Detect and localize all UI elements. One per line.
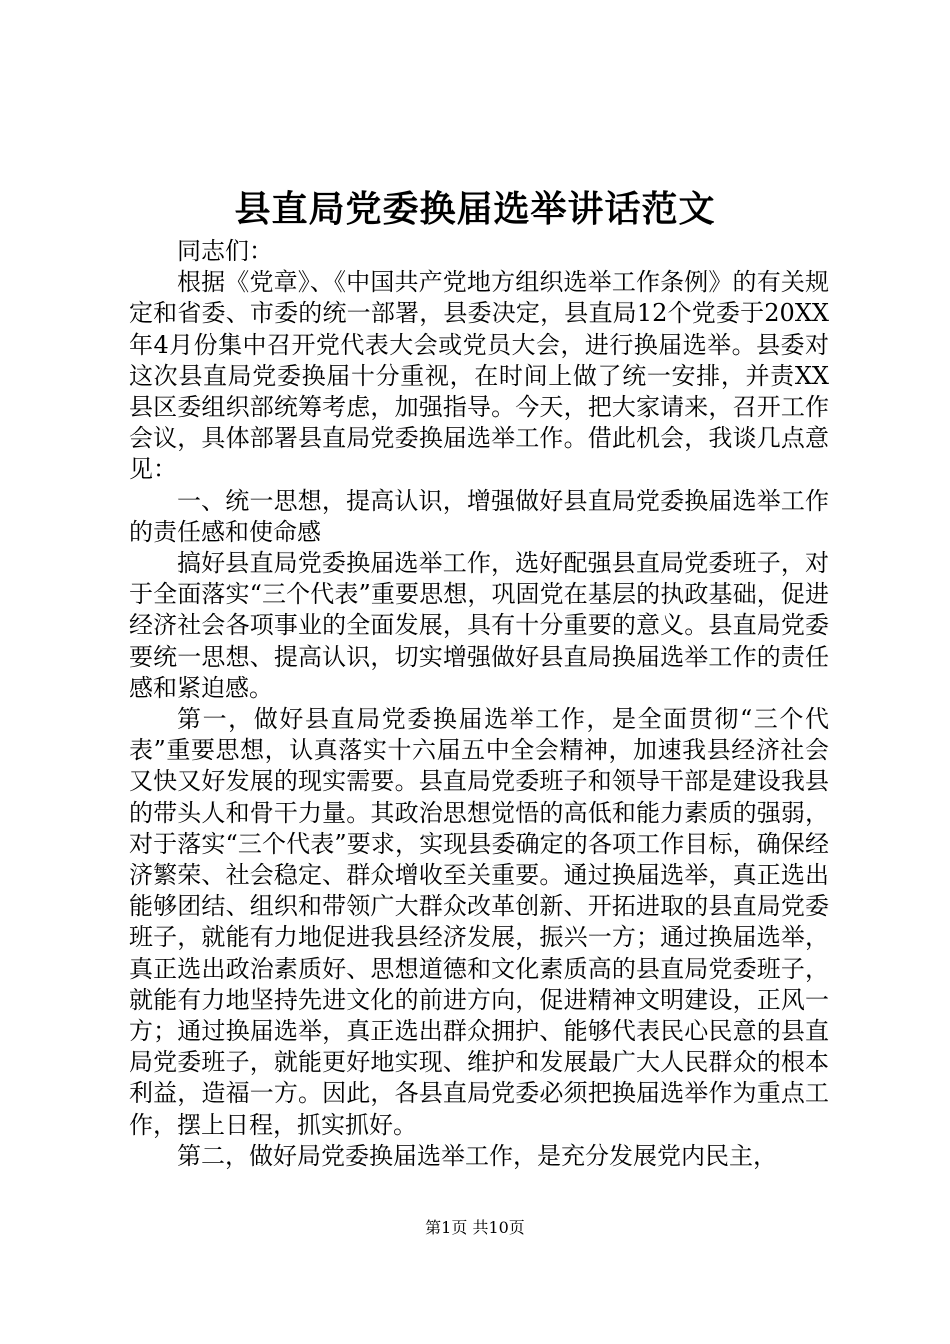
body-paragraph: 搞好县直局党委换届选举工作，选好配强县直局党委班子，对于全面落实“三个代表”重要思想，巩固党在基层的执政基础，促进经济社会各项事业的全面发展，具有十分重要的意义。县直局党委要统一思想、提高认识，切实增强做好县直局换届选举工作的责任感和紧迫感。 <box>129 549 829 702</box>
body-paragraph: 第一，做好县直局党委换届选举工作，是全面贯彻“三个代表”重要思想，认真落实十六届五中全会精神，加速我县经济社会又快又好发展的现实需要。县直局党委班子和领导干部是建设我县的带头人和骨干力量。其政治思想觉悟的高低和能力素质的强弱，对于落实“三个代表”要求，实现县委确定的各项工作目标，确保经济繁荣、社会稳定、群众增收至关重要。通过换届选举，真正选出能够团结、组织和带领广大群众改革创新、开拓进取的县直局党委班子，就能有力地促进我县经济发展，振兴一方；通过换届选举，真正选出政治素质好、思想道德和文化素质高的县直局党委班子，就能有力地坚持先进文化的前进方向，促进精神文明建设，正风一方；通过换届选举，真正选出群众拥护、能够代表民心民意的县直局党委班子，就能更好地实现、维护和发展最广大人民群众的根本利益，造福一方。因此，各县直局党委必须把换届选举作为重点工作，摆上日程，抓实抓好。 <box>129 705 829 1139</box>
document-title: 县直局党委换届选举讲话范文 <box>234 188 716 230</box>
salutation-paragraph: 同志们： <box>177 237 273 265</box>
document-body <box>129 236 829 1172</box>
body-paragraph: 根据《党章》、《中国共产党地方组织选举工作条例》的有关规定和省委、市委的统一部署，县委决定，县直局12个党委于20XX年4月份集中召开党代表大会或党员大会，进行换届选举。县委对这次县直局党委换届十分重视，在时间上做了统一安排，并责XX县区委组织部统筹考虑，加强指导。今天，把大家请来，召开工作会议，具体部署县直局党委换届选举工作。借此机会，我谈几点意见： <box>129 268 829 484</box>
section-heading: 一、统一思想，提高认识，增强做好县直局党委换届选举工作的责任感和使命感 <box>129 486 829 546</box>
body-paragraph: 第二，做好局党委换届选举工作，是充分发展党内民主， <box>177 1141 777 1170</box>
page-number-footer: 第1页 共10页 <box>425 1218 525 1237</box>
